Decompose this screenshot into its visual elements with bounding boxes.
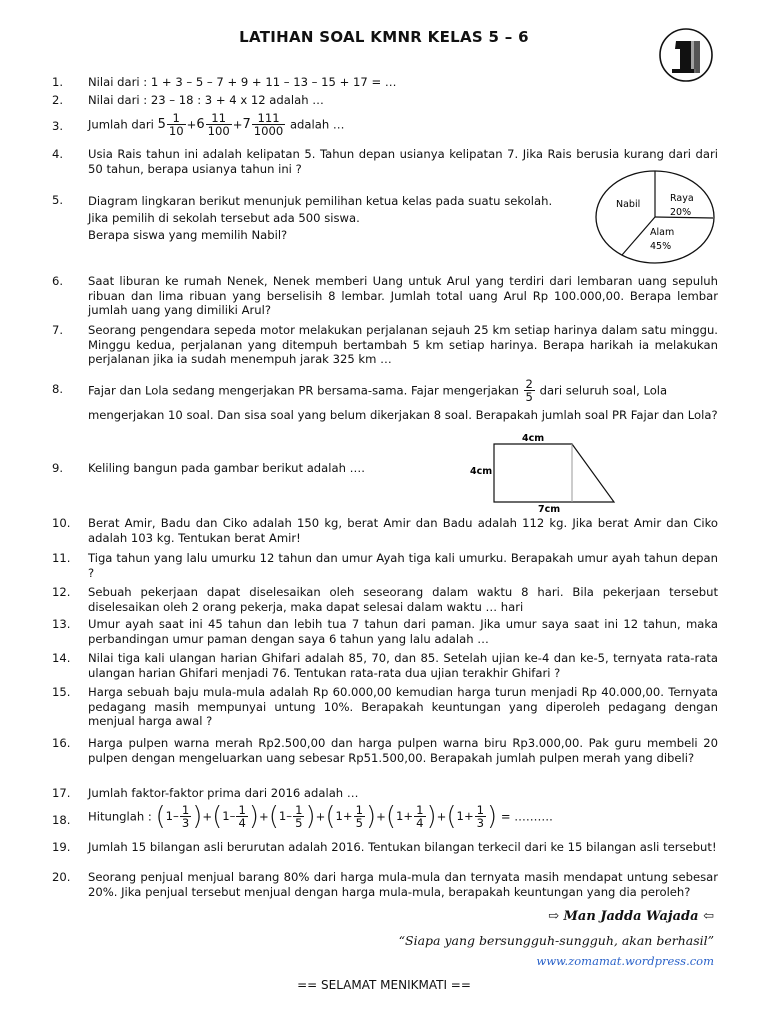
numerator: 1 (181, 803, 190, 817)
paren: ( (212, 801, 223, 832)
question-text: Berat Amir, Badu dan Ciko adalah 150 kg, berat Amir dan Badu adalah 112 kg. Jika berat Amir dan Ciko adalah 103 kg. Tentukan berat Amir! (88, 516, 718, 545)
website-link[interactable]: www.zomamat.wordpress.com (536, 954, 714, 968)
paren: ) (248, 801, 259, 832)
question-12 (52, 585, 718, 614)
operator: – (286, 809, 293, 823)
question-text: Nilai dari : 1 + 3 – 5 – 7 + 9 + 11 – 13 – 15 + 17 = … (88, 75, 397, 89)
question-number: 15. (52, 685, 71, 699)
question-17 (52, 786, 718, 801)
denominator: 5 (525, 390, 533, 404)
denominator: 5 (355, 816, 363, 830)
fraction (524, 378, 535, 403)
question-text: Seorang pengendara sepeda motor melakukan perjalanan sejauh 25 km setiap harinya dalam satu minggu. Minggu kedua, perjalanan yang ditempuh bertambah 5 km setiap harinya. Berapa harikah ia melakukan perjalanan jika ia sudah menempuh jarak 325 km … (88, 323, 718, 366)
question-text: Nilai dari : 23 – 18 : 3 + 4 x 12 adalah … (88, 93, 324, 107)
page-title: LATIHAN SOAL KMNR KELAS 5 – 6 (239, 28, 529, 46)
question-text: Jumlah faktor-faktor prima dari 2016 adalah … (88, 786, 359, 800)
operator: – (229, 809, 236, 823)
fraction (475, 804, 486, 829)
fraction (167, 112, 186, 137)
trapezoid-bottom-label: 7cm (538, 504, 561, 514)
whole-part: 5 (157, 117, 166, 132)
numerator: 111 (252, 112, 286, 125)
denominator: 4 (416, 816, 424, 830)
pie-label-alam: Alam (650, 227, 675, 238)
denominator: 3 (181, 816, 190, 830)
mixed-fraction (196, 112, 232, 137)
question-7 (52, 323, 718, 367)
question-text (88, 112, 718, 137)
question-number: 11. (52, 551, 71, 565)
operator: + (342, 809, 353, 823)
question-number: 6. (52, 274, 64, 288)
q18-suffix: = ………. (500, 809, 553, 824)
numerator: 11 (206, 112, 232, 125)
question-text: Harga pulpen warna merah Rp2.500,00 dan harga pulpen warna biru Rp3.000,00. Pak guru membeli 20 pulpen dengan mengeluarkan uang sebesar Rp51.500,00. Berapakah jumlah pulpen merah yang dibeli? (88, 736, 718, 765)
question-number: 16. (52, 736, 71, 750)
paren: ) (365, 801, 377, 832)
q3-suffix: adalah … (289, 117, 345, 132)
question-number: 7. (52, 323, 64, 337)
question-16 (52, 736, 718, 765)
question-19 (52, 840, 718, 855)
question-number: 10. (52, 516, 71, 530)
question-number: 20. (52, 870, 71, 884)
fraction (414, 804, 425, 829)
numerator: 2 (525, 377, 533, 391)
paren: ( (446, 801, 457, 832)
question-1 (52, 75, 718, 90)
question-number: 14. (52, 651, 71, 665)
question-6 (52, 274, 718, 318)
arrow-right-icon: ⇨ (548, 909, 559, 924)
q18-prefix: Hitunglah : (88, 809, 152, 824)
q5-line-1: Diagram lingkaran berikut menunjuk pemilihan ketua kelas pada suatu sekolah. (88, 194, 553, 208)
question-number: 9. (52, 461, 64, 475)
question-text: Saat liburan ke rumah Nenek, Nenek memberi Uang untuk Arul yang terdiri dari lembaran uang sepuluh ribuan dan lima ribuan yang berselisih 8 lembar. Jumlah total uang Arul Rp 100.000,00. Berapa lembar jumlah uang yang dimiliki Arul? (88, 274, 718, 317)
pie-percent-raya: 20% (670, 207, 692, 218)
question-11 (52, 551, 718, 580)
q8-part-2: dari seluruh soal, Lola (539, 383, 668, 398)
paren: ) (305, 801, 316, 832)
pie-label-nabil: Nabil (616, 199, 641, 210)
motto-text: Man Jadda Wajada (563, 909, 699, 924)
numerator: 1 (295, 803, 303, 817)
operator: + (463, 809, 474, 823)
question-number: 18. (52, 813, 71, 827)
fraction (236, 804, 247, 829)
question-number: 19. (52, 840, 71, 854)
paren: ( (325, 801, 336, 832)
question-20 (52, 870, 718, 899)
question-text: Jumlah 15 bilangan asli berurutan adalah 2016. Tentukan bilangan terkecil dari ke 15 bilangan asli tersebut! (88, 840, 717, 854)
numerator: 1 (238, 803, 246, 817)
question-13 (52, 617, 718, 646)
denominator: 1000 (253, 124, 284, 138)
question-text: Seorang penjual menjual barang 80% dari harga mula-mula dan ternyata masih mendapat untung sebesar 20%. Jika penjual tersebut menjual dengan harga mula-mula, berapakah keuntungan yang dia peroleh? (88, 870, 718, 899)
pie-label-raya: Raya (670, 193, 694, 204)
question-10 (52, 516, 718, 545)
question-14 (52, 651, 718, 680)
question-number: 13. (52, 617, 71, 631)
numerator: 1 (416, 803, 424, 817)
q5-line-2: Jika pemilih di sekolah tersebut ada 500 siswa. (88, 211, 360, 225)
question-9 (52, 461, 592, 476)
quote: “Siapa yang bersungguh-sungguh, akan berhasil” (398, 933, 714, 948)
question-text: Sebuah pekerjaan dapat diselesaikan oleh seseorang dalam waktu 8 hari. Bila pekerjaan tersebut diselesaikan oleh 2 orang pekerja, maka dapat selesai dalam waktu … hari (88, 585, 718, 614)
question-5 (52, 193, 612, 244)
question-2 (52, 93, 718, 108)
numerator: 1 (355, 803, 363, 817)
question-text: Usia Rais tahun ini adalah kelipatan 5. Tahun depan usianya kelipatan 7. Jika Rais berusia kurang dari dari 50 tahun, berapa usianya tahun ini ? (88, 147, 718, 176)
logo-number-one (672, 41, 700, 73)
pie-chart (594, 168, 716, 266)
question-text: Harga sebuah baju mula-mula adalah Rp 60.000,00 kemudian harga turun menjadi Rp 40.000,00. Ternyata pedagang masih mempunyai untung 10%. Berapakah keuntungan yang diperoleh pedagang dengan menjual harga awal ? (88, 685, 718, 728)
question-text (88, 376, 718, 422)
question-number: 2. (52, 93, 64, 107)
paren: ) (487, 801, 498, 832)
operator: – (173, 809, 179, 823)
fraction (180, 804, 191, 829)
denominator: 3 (476, 816, 485, 830)
question-3 (52, 112, 718, 137)
mixed-fraction (158, 112, 187, 137)
denominator: 10 (168, 124, 184, 138)
paren: ) (192, 801, 203, 832)
plus-sign: + (186, 117, 197, 132)
question-number: 3. (52, 119, 64, 133)
q8-part-1: Fajar dan Lola sedang mengerjakan PR bersama-sama. Fajar mengerjakan (88, 383, 519, 398)
question-number: 1. (52, 75, 64, 89)
question-number: 8. (52, 382, 64, 396)
paren: ( (155, 801, 166, 832)
paren: ( (268, 801, 279, 832)
question-text: Umur ayah saat ini 45 tahun dan lebih tua 7 tahun dari paman. Jika umur saya saat ini 12 tahun, maka perbandingan umur paman dengan saya 6 tahun yang lalu adalah … (88, 617, 718, 646)
fraction (293, 804, 304, 829)
q3-prefix: Jumlah dari (88, 117, 154, 132)
question-number: 12. (52, 585, 71, 599)
question-text (88, 193, 612, 244)
arrow-left-icon: ⇦ (703, 909, 714, 924)
question-text: Keliling bangun pada gambar berikut adalah …. (88, 461, 365, 475)
question-number: 4. (52, 147, 64, 161)
denominator: 100 (207, 124, 230, 138)
question-number: 5. (52, 193, 64, 207)
mixed-fraction (242, 112, 286, 137)
fraction (252, 112, 286, 137)
denominator: 5 (295, 816, 303, 830)
q5-line-3: Berapa siswa yang memilih Nabil? (88, 228, 288, 242)
whole-part: 6 (196, 117, 205, 132)
question-8 (52, 376, 718, 422)
motto (548, 910, 714, 925)
footer: == SELAMAT MENIKMATI == (297, 978, 471, 992)
operator: + (403, 809, 414, 823)
plus-sign: + (232, 117, 243, 132)
fraction (354, 804, 365, 829)
fraction (206, 112, 232, 137)
question-18 (52, 801, 718, 832)
numerator: 1 (476, 803, 485, 817)
denominator: 4 (238, 816, 246, 830)
q8-part-3: mengerjakan 10 soal. Dan sisa soal yang belum dikerjakan 8 soal. Berapakah jumlah soal PR Fajar dan Lola? (88, 407, 718, 422)
trapezoid-left-label: 4cm (470, 466, 493, 477)
whole-part: 7 (242, 117, 251, 132)
numerator: 1 (167, 112, 186, 125)
paren: ) (426, 801, 437, 832)
question-15 (52, 685, 718, 729)
paren: ( (385, 801, 397, 832)
trapezoid-top-label: 4cm (522, 433, 545, 444)
pie-percent-alam: 45% (650, 241, 672, 252)
question-text: Tiga tahun yang lalu umurku 12 tahun dan umur Ayah tiga kali umurku. Berapakah umur ayah tahun depan ? (88, 551, 718, 580)
question-text: Hitunglah : (1– $\frac{1}{3}$ )+(1– $\frac{1}{4}$ )+(1– $\frac{1}{5}$ )+(1+ $\frac{1}{5}$ )+(1+ $\frac{1}{4}$ )+(1+ $\frac{1}{3}$ ) = ………. (88, 801, 553, 832)
question-number: 17. (52, 786, 71, 800)
question-text: Nilai tiga kali ulangan harian Ghifari adalah 85, 70, dan 85. Setelah ujian ke-4 dan ke-5, ternyata rata-rata ulangan harian Ghifari menjadi 76. Tentukan rata-rata dua ujian terakhir Ghifari ? (88, 651, 718, 680)
